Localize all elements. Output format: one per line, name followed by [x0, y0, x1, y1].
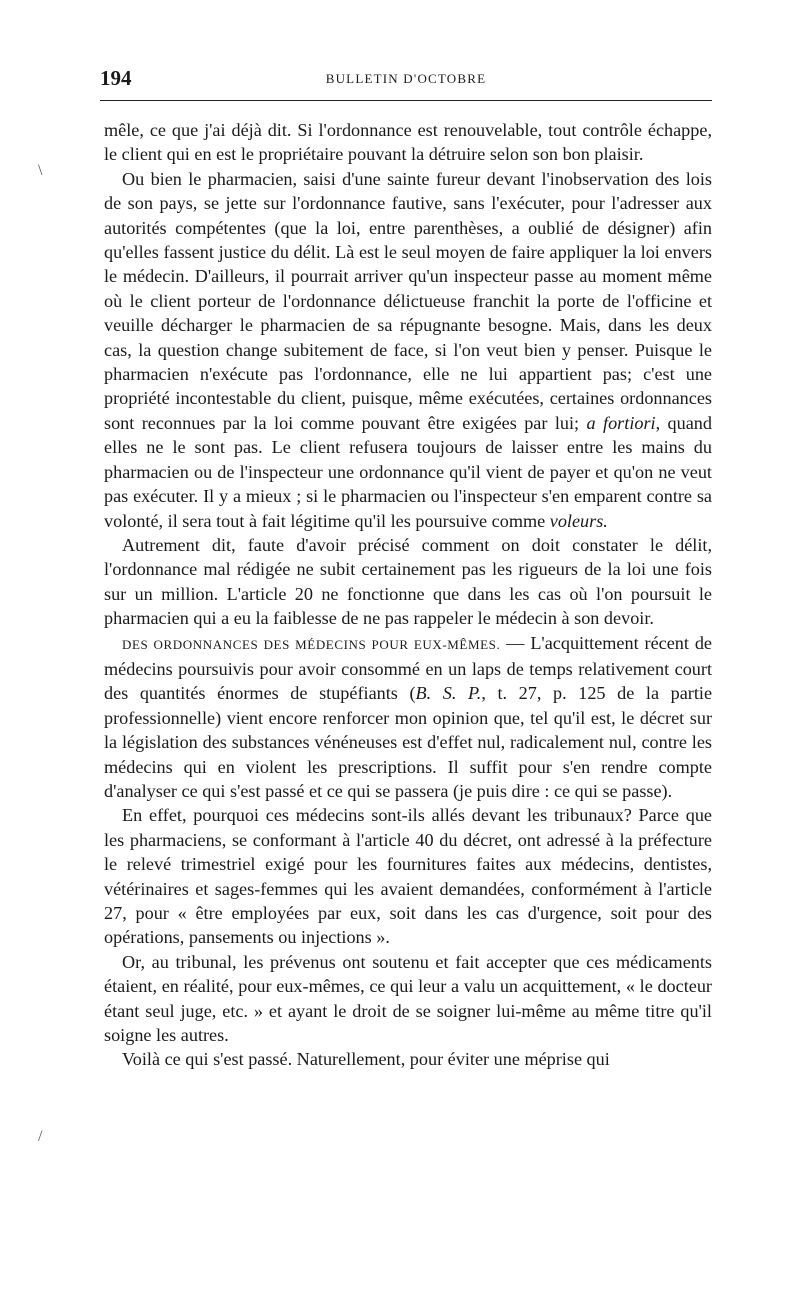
reference: B. S. P. [415, 683, 482, 704]
paragraph: DES ORDONNANCES DES MÉDECINS POUR EUX-MÊMES. — L'acquittement récent de médecins poursuivis pour avoir consommé en un laps de temps relativement court des quantités énormes de stupéfiants (B. S. P., t. 27, p. 125 de la partie professionnelle) vient encore renforcer mon opinion que, tel qu'il est, le décret sur la législation des substances vénéneuses est d'effet nul, radicalement nul, contre les médecins qui en violent les prescriptions. Il suffit pour s'en rendre compte d'analyser ce qui s'est passé et ce qui se passera (je puis dire : ce qui se passe). [104, 632, 713, 801]
paragraph: Autrement dit, faute d'avoir précisé comment on doit constater le délit, l'ordonnance mal rédigée ne subit certainement pas les rigueurs de la loi une fois sur un million. L'article 20 ne fonctionne que dans les cas où l'on poursuit le pharmacien qui a eu la faiblesse de ne pas rappeler le médecin à son devoir. [104, 534, 712, 629]
page-number: 194 [100, 66, 132, 90]
margin-mark: / [38, 1128, 43, 1145]
paragraph: mêle, ce que j'ai déjà dit. Si l'ordonnance est renouvelable, tout contrôle échappe, le client qui en est le propriétaire pouvant la détruire selon son bon plaisir. [104, 120, 712, 165]
paragraph: En effet, pourquoi ces médecins sont-ils allés devant les tribunaux? Parce que les pharmaciens, se conformant à l'article 40 du décret, ont adressé à la préfecture le relevé trimestriel exigé pour les fournitures faites aux médecins, dentistes, vétérinaires et sages-femmes qui les avaient demandées, conformément à l'article 27, pour « être employées par eux, soit dans les cas d'urgence, soit pour des opérations, pansements ou injections ». [104, 805, 712, 948]
body-text [104, 118, 712, 1072]
margin-mark: \ [38, 162, 43, 179]
paragraph: Or, au tribunal, les prévenus ont soutenu et fait accepter que ces médicaments étaient, en réalité, pour eux-mêmes, ce qui leur a valu un acquittement, « le docteur étant seul juge, etc. » et ayant le droit de se soigner lui-même au même titre qu'il soigne les autres. [104, 951, 712, 1046]
section-heading: DES ORDONNANCES DES MÉDECINS POUR EUX-MÊMES. [122, 636, 501, 652]
paragraph: Voilà ce qui s'est passé. Naturellement, pour éviter une méprise qui [122, 1049, 610, 1070]
page-header [100, 66, 712, 101]
paragraph: Ou bien le pharmacien, saisi d'une sainte fureur devant l'inobservation des lois de son pays, se jette sur l'ordonnance fautive, sans l'exécuter, pour l'adresser aux autorités compétentes (que la loi, entre parenthèses, a oublié de désigner) afin qu'elles fassent justice du délit. Là est le seul moyen de faire appliquer la loi envers le médecin. D'ailleurs, il pourrait arriver qu'un inspecteur passe au moment même où le client porteur de l'ordonnance délictueuse franchit la porte de l'officine et veuille décharger le pharmacien de sa répugnante besogne. Mais, dans les deux cas, la question change subitement de face, si l'on veut bien y penser. Puisque le pharmacien n'exécute pas l'ordonnance, elle ne lui appartient pas; c'est une propriété incontestable du client, puisque, même exécutées, certaines ordonnances sont reconnues par la loi comme pouvant être exigées par lui; a fortiori, quand elles ne le sont pas. Le client refusera toujours de laisser entre les mains du pharmacien ou de l'inspecteur une ordonnance qu'il vient de payer et qu'on ne veut pas exécuter. Il y a mieux ; si le pharmacien ou l'inspecteur s'en emparent contre sa volonté, il sera tout à fait légitime qu'il les poursuive comme voleurs. [104, 168, 712, 531]
italic-emphasis: voleurs. [549, 510, 608, 531]
running-title: BULLETIN D'OCTOBRE [325, 71, 487, 86]
